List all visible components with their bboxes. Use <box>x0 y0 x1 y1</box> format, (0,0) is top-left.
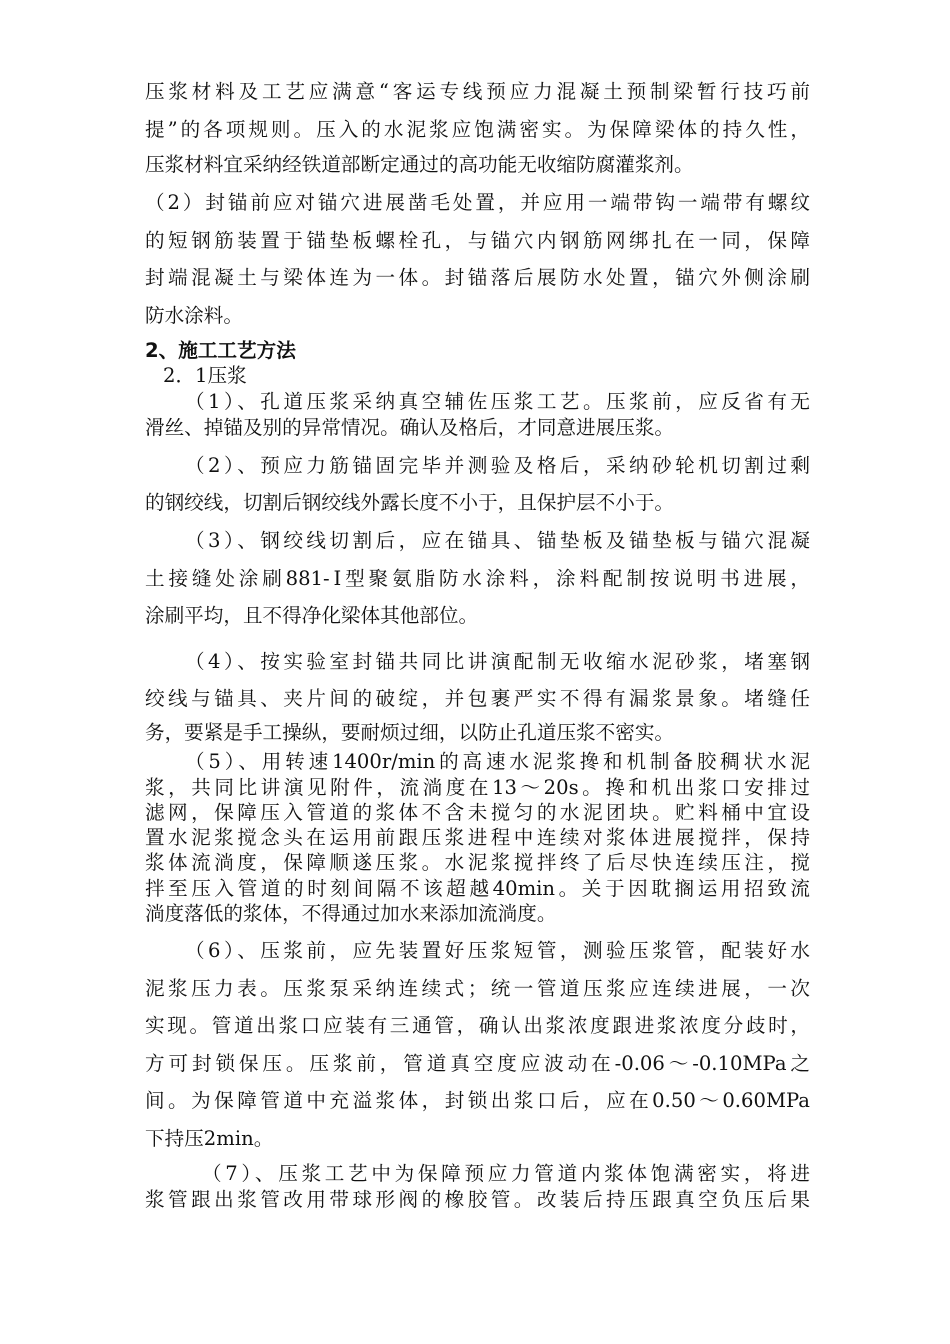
text-line: 滑丝、掉锚及别的异常情况。确认及格后，才同意进展压浆。 <box>145 416 675 439</box>
text-line: 实现。管道出浆口应装有三通管，确认出浆浓度跟进浆浓度分歧时， <box>145 1014 810 1037</box>
text-line: （7）、压浆工艺中为保障预应力管道内浆体饱满密实，将进 <box>202 1162 810 1185</box>
text-line: 防水涂料。 <box>145 304 243 327</box>
text-line: 浆体流淌度，保障顺遂压浆。水泥浆搅拌终了后尽快连续压注，搅 <box>145 851 810 874</box>
text-line: 封端混凝土与梁体连为一体。封锚落后展防水处置，锚穴外侧涂刷 <box>145 266 810 289</box>
text-line: 涂刷平均，且不得净化梁体其他部位。 <box>145 604 479 627</box>
text-line: 方可封锁保压。压浆前，管道真空度应波动在-0.06～-0.10MPa之 <box>145 1052 810 1075</box>
text-line: 2．1压浆 <box>163 364 247 387</box>
text-line: 浆，共同比讲演见附件，流淌度在13～20s。搀和机出浆口安排过 <box>145 776 810 799</box>
text-line: 土接缝处涂刷881-Ⅰ型聚氨脂防水涂料，涂料配制按说明书进展， <box>145 567 810 590</box>
text-line: 的钢绞线，切割后钢绞线外露长度不小于，且保护层不小于。 <box>145 491 675 514</box>
text-line: 绞线与锚具、夹片间的破绽，并包裹严实不得有漏浆景象。堵缝任 <box>145 687 810 710</box>
text-line: （2）封锚前应对锚穴进展凿毛处置，并应用一端带钩一端带有螺纹 <box>145 191 810 214</box>
text-line: （6）、压浆前，应先装置好压浆短管，测验压浆管，配装好水 <box>185 939 810 962</box>
text-line: （5）、用转速1400r/min的高速水泥浆搀和机制备胶稠状水泥 <box>185 750 810 773</box>
text-line: （1）、孔道压浆采纳真空辅佐压浆工艺。压浆前，应反省有无 <box>185 390 810 413</box>
text-line: 压浆材料宜采纳经铁道部断定通过的高功能无收缩防腐灌浆剂。 <box>145 153 694 176</box>
text-line: （3）、钢绞线切割后，应在锚具、锚垫板及锚垫板与锚穴混凝 <box>185 529 810 552</box>
section-heading: 2、施工工艺方法 <box>145 339 296 362</box>
text-line: 的短钢筋装置于锚垫板螺栓孔，与锚穴内钢筋网绑扎在一同，保障 <box>145 229 810 252</box>
text-line: 务，要紧是手工操纵，要耐烦过细，以防止孔道压浆不密实。 <box>145 721 675 744</box>
text-line: 滤网，保障压入管道的浆体不含未搅匀的水泥团块。贮料桶中宜设 <box>145 801 810 824</box>
text-line: 提”的各项规则。压入的水泥浆应饱满密实。为保障梁体的持久性， <box>145 118 810 141</box>
text-line: 置水泥浆搅念头在运用前跟压浆进程中连续对浆体进展搅拌，保持 <box>145 826 810 849</box>
text-line: 淌度落低的浆体，不得通过加水来添加流淌度。 <box>145 902 557 925</box>
text-line: 下持压2min。 <box>145 1127 274 1150</box>
text-line: 压浆材料及工艺应满意“客运专线预应力混凝土预制梁暂行技巧前 <box>145 80 810 103</box>
text-line: 间。为保障管道中充溢浆体，封锁出浆口后，应在0.50～0.60MPa <box>145 1089 810 1112</box>
text-line: 拌至压入管道的时刻间隔不该超越40min。关于因耽搁运用招致流 <box>145 877 810 900</box>
text-line: 泥浆压力表。压浆泵采纳连续式；统一管道压浆应连续进展，一次 <box>145 977 810 1000</box>
text-line: 浆管跟出浆管改用带球形阀的橡胶管。改装后持压跟真空负压后果 <box>145 1188 810 1211</box>
text-line: （2）、预应力筋锚固完毕并测验及格后，采纳砂轮机切割过剩 <box>185 454 810 477</box>
text-line: （4）、按实验室封锚共同比讲演配制无收缩水泥砂浆，堵塞钢 <box>185 650 810 673</box>
